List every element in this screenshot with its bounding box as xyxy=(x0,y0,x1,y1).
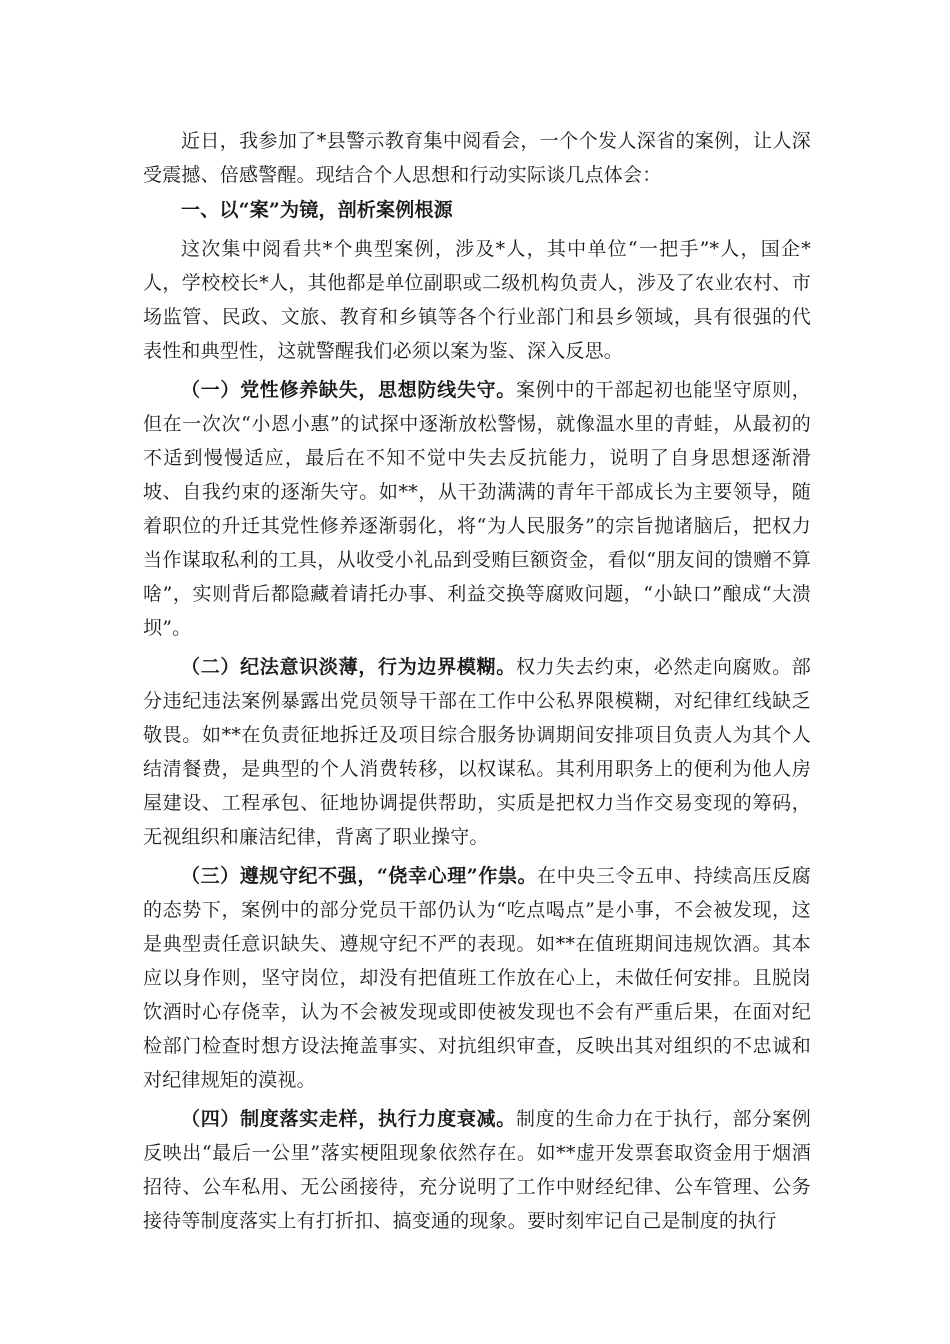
section-heading-1: 一、以“案”为镜，剖析案例根源 xyxy=(181,199,453,221)
item-paragraph-2 xyxy=(143,650,811,854)
item-title-1: （一）党性修养缺失，思想防线失守。 xyxy=(181,379,516,401)
item-paragraph-4 xyxy=(143,1102,811,1238)
document-body xyxy=(143,124,811,1238)
item-body-1: 案例中的干部起初也能坚守原则，但在一次次“小恩小惠”的试探中逐渐放松警惕，就像温水里的青蛙，从最初的不适到慢慢适应，最后在不知不觉中失去反抗能力，说明了自身思想逐渐滑坡、自我约束的逐渐失守。如**，从干劲满满的青年干部成长为主要领导，随着职位的升迁其党性修养逐渐弱化，将“为人民服务”的宗旨抛诸脑后，把权力当作谋取私利的工具，从收受小礼品到受贿巨额资金，看似“朋友间的馈赠不算啥”，实则背后都隐藏着请托办事、利益交换等腐败问题，“小缺口”酿成“大溃坝”。 xyxy=(143,379,811,639)
section-1-paragraph: 这次集中阅看共*个典型案例，涉及*人，其中单位“一把手”*人，国企*人，学校校长*人，其他都是单位副职或二级机构负责人，涉及了农业农村、市场监管、民政、文旅、教育和乡镇等各个行业部门和县乡领域，具有很强的代表性和典型性，这就警醒我们必须以案为鉴、深入反思。 xyxy=(143,238,811,362)
item-paragraph-3 xyxy=(143,859,811,1097)
item-body-3: 在中央三令五申、持续高压反腐的态势下，案例中的部分党员干部仍认为“吃点喝点”是小事，不会被发现，这是典型责任意识缺失、遵规守纪不严的表现。如**在值班期间违规饮酒。其本应以身作则，坚守岗位，却没有把值班工作放在心上，未做任何安排。且脱岗饮酒时心存侥幸，认为不会被发现或即使被发现也不会有严重后果，在面对纪检部门检查时想方设法掩盖事实、对抗组织审查，反映出其对组织的不忠诚和对纪律规矩的漠视。 xyxy=(143,865,811,1091)
item-title-2: （二）纪法意识淡薄，行为边界模糊。 xyxy=(181,656,516,678)
item-paragraph-1 xyxy=(143,373,811,645)
item-title-4: （四）制度落实走样，执行力度衰减。 xyxy=(181,1108,516,1130)
intro-paragraph: 近日，我参加了*县警示教育集中阅看会，一个个发人深省的案例，让人深受震撼、倍感警醒。现结合个人思想和行动实际谈几点体会： xyxy=(143,130,811,186)
item-body-2: 权力失去约束，必然走向腐败。部分违纪违法案例暴露出党员领导干部在工作中公私界限模糊，对纪律红线缺乏敬畏。如**在负责征地拆迁及项目综合服务协调期间安排项目负责人为其个人结清餐费，是典型的个人消费转移，以权谋私。其利用职务上的便利为他人房屋建设、工程承包、征地协调提供帮助，实质是把权力当作交易变现的筹码，无视组织和廉洁纪律，背离了职业操守。 xyxy=(143,656,811,848)
item-body-4: 制度的生命力在于执行，部分案例反映出“最后一公里”落实梗阻现象依然存在。如**虚开发票套取资金用于烟酒招待、公车私用、无公函接待，充分说明了工作中财经纪律、公车管理、公务接待等制度落实上有打折扣、搞变通的现象。要时刻牢记自己是制度的执行 xyxy=(143,1108,811,1232)
item-title-3: （三）遵规守纪不强，“侥幸心理”作祟。 xyxy=(181,865,538,887)
